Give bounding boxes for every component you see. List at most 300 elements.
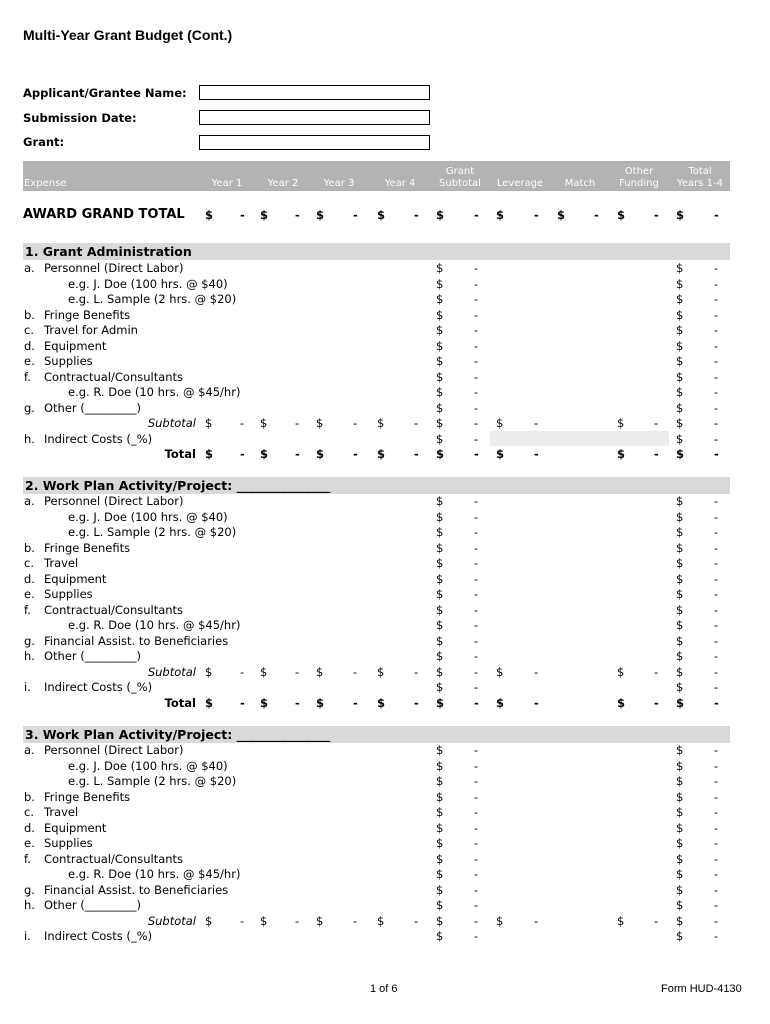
header-year2: Year 2 <box>267 178 299 189</box>
subtotal-tot-value[interactable]: - <box>714 913 719 928</box>
row-letter: f. <box>24 602 31 617</box>
subtotal-gs-value[interactable]: - <box>474 416 479 430</box>
grand-lev-currency: $ <box>496 208 505 222</box>
row-gs-currency: $ <box>436 649 444 663</box>
row-gs-currency: $ <box>436 276 444 291</box>
row-gs-currency: $ <box>436 509 444 524</box>
row-letter: g. <box>24 882 35 897</box>
header-funding: Funding <box>619 178 659 189</box>
row-gs-currency: $ <box>436 820 444 835</box>
row-tot-value[interactable]: - <box>714 556 719 570</box>
total-lev-value[interactable]: - <box>534 447 539 461</box>
row-gs-currency: $ <box>436 805 444 819</box>
row-tot-value[interactable]: - <box>714 758 719 773</box>
row-gs-value[interactable]: - <box>474 525 479 539</box>
row-gs-value[interactable]: - <box>474 851 479 866</box>
row-label: Travel <box>44 805 79 819</box>
grand-y2-currency: $ <box>260 208 269 222</box>
subtotal-y3-currency: $ <box>316 664 324 679</box>
subtotal-tot-value[interactable]: - <box>714 664 719 679</box>
header-years: Years 1-4 <box>677 178 723 189</box>
subtotal-y1-currency: $ <box>205 664 213 679</box>
budget-row <box>0 805 770 821</box>
row-label: Contractual/Consultants <box>44 602 184 617</box>
total-y4-currency: $ <box>377 447 386 461</box>
row-label: Travel <box>44 556 79 570</box>
row-label: Supplies <box>44 836 93 850</box>
row-gs-value[interactable]: - <box>474 276 479 291</box>
row-label: Supplies <box>44 354 93 368</box>
row-tot-currency: $ <box>676 618 684 632</box>
budget-row <box>0 354 770 370</box>
row-tot-value[interactable]: - <box>714 867 719 881</box>
row-label: e.g. L. Sample (2 hrs. @ $20) <box>68 292 237 306</box>
budget-row <box>0 774 770 790</box>
total-y1-value[interactable]: - <box>240 695 245 710</box>
row-tot-value[interactable]: - <box>714 509 719 524</box>
row-tot-currency: $ <box>676 774 684 788</box>
row-tot-value[interactable]: - <box>714 820 719 835</box>
row-letter: f. <box>24 369 31 384</box>
row-tot-value[interactable]: - <box>714 898 719 912</box>
row-letter: b. <box>24 789 35 804</box>
total-y1-currency: $ <box>205 695 214 710</box>
subtotal-y4-currency: $ <box>377 913 385 928</box>
total-gs-value[interactable]: - <box>474 695 479 710</box>
subtotal-y4-currency: $ <box>377 416 385 430</box>
row-tot-currency: $ <box>676 307 684 322</box>
row-gs-value[interactable]: - <box>474 307 479 322</box>
subtotal-lev-currency: $ <box>496 913 504 928</box>
row-gs-currency: $ <box>436 898 444 912</box>
row-gs-value[interactable]: - <box>474 743 479 757</box>
total-oth-value[interactable]: - <box>654 695 659 710</box>
budget-row <box>0 914 770 930</box>
row-tot-currency: $ <box>676 882 684 897</box>
budget-row <box>0 277 770 293</box>
award-grand-total-label: AWARD GRAND TOTAL <box>23 207 185 222</box>
budget-row <box>0 401 770 417</box>
row-gs-value[interactable]: - <box>474 261 479 275</box>
budget-row <box>0 510 770 526</box>
total-y1-value[interactable]: - <box>240 447 245 461</box>
row-tot-value[interactable]: - <box>714 261 719 275</box>
row-letter: i. <box>24 680 31 694</box>
budget-row <box>0 541 770 557</box>
row-gs-value[interactable]: - <box>474 292 479 306</box>
row-tot-value[interactable]: - <box>714 649 719 663</box>
subtotal-y3-currency: $ <box>316 913 324 928</box>
row-tot-value[interactable]: - <box>714 571 719 586</box>
submission-date-label: Submission Date: <box>23 111 137 125</box>
row-label: e.g. R. Doe (10 hrs. @ $45/hr) <box>68 385 241 399</box>
total-oth-currency: $ <box>617 447 626 461</box>
row-gs-value[interactable]: - <box>474 633 479 648</box>
grand-oth-currency: $ <box>617 208 626 222</box>
row-label: Other (_________) <box>44 649 142 663</box>
row-gs-currency: $ <box>436 369 444 384</box>
row-label: e.g. L. Sample (2 hrs. @ $20) <box>68 774 237 788</box>
grand-tot-value[interactable]: - <box>714 208 719 222</box>
section-title: 3. Work Plan Activity/Project: _______________ <box>25 727 331 742</box>
row-letter: a. <box>24 494 35 508</box>
row-letter: d. <box>24 820 35 835</box>
row-label: Contractual/Consultants <box>44 369 184 384</box>
subtotal-y3-value[interactable]: - <box>353 913 358 928</box>
budget-row <box>0 432 770 448</box>
total-y3-value[interactable]: - <box>353 447 358 461</box>
row-gs-value[interactable]: - <box>474 369 479 384</box>
budget-row <box>0 696 770 712</box>
subtotal-gs-currency: $ <box>436 416 444 430</box>
row-tot-currency: $ <box>676 587 684 601</box>
row-gs-value[interactable]: - <box>474 587 479 601</box>
row-gs-value[interactable]: - <box>474 540 479 555</box>
total-tot-value[interactable]: - <box>714 695 719 710</box>
row-gs-value[interactable]: - <box>474 774 479 788</box>
row-label: Subtotal <box>147 664 196 679</box>
row-gs-currency: $ <box>436 525 444 539</box>
total-y2-value[interactable]: - <box>295 447 300 461</box>
row-gs-value[interactable]: - <box>474 680 479 694</box>
header-year1: Year 1 <box>211 178 243 189</box>
row-label: Subtotal <box>147 416 196 430</box>
row-gs-value[interactable]: - <box>474 805 479 819</box>
header-total: Total <box>688 166 712 177</box>
row-tot-currency: $ <box>676 851 684 866</box>
row-tot-value[interactable]: - <box>714 431 719 446</box>
row-label: Indirect Costs (_%) <box>44 431 153 446</box>
row-gs-value[interactable]: - <box>474 836 479 850</box>
total-lev-currency: $ <box>496 447 505 461</box>
row-gs-currency: $ <box>436 556 444 570</box>
row-gs-value[interactable]: - <box>474 385 479 399</box>
header-match: Match <box>564 178 596 189</box>
total-lev-value[interactable]: - <box>534 695 539 710</box>
subtotal-y2-currency: $ <box>260 664 268 679</box>
grant-field[interactable] <box>199 135 430 150</box>
subtotal-y4-value[interactable]: - <box>414 416 419 430</box>
row-tot-value[interactable]: - <box>714 680 719 694</box>
row-label: Indirect Costs (_%) <box>44 680 153 694</box>
row-letter: a. <box>24 743 35 757</box>
row-gs-currency: $ <box>436 882 444 897</box>
subtotal-oth-value[interactable]: - <box>654 664 659 679</box>
subtotal-y1-currency: $ <box>205 416 213 430</box>
row-letter: c. <box>24 805 34 819</box>
submission-date-field[interactable] <box>199 110 430 125</box>
total-oth-currency: $ <box>617 695 626 710</box>
row-tot-value[interactable]: - <box>714 587 719 601</box>
row-gs-value[interactable]: - <box>474 929 479 943</box>
row-gs-currency: $ <box>436 836 444 850</box>
row-gs-value[interactable]: - <box>474 882 479 897</box>
row-gs-value[interactable]: - <box>474 400 479 415</box>
row-tot-currency: $ <box>676 369 684 384</box>
section-title: 1. Grant Administration <box>25 244 192 259</box>
subtotal-y1-value[interactable]: - <box>240 664 245 679</box>
total-gs-value[interactable]: - <box>474 447 479 461</box>
row-letter: d. <box>24 571 35 586</box>
total-y3-value[interactable]: - <box>353 695 358 710</box>
row-tot-value[interactable]: - <box>714 385 719 399</box>
grand-y1-currency: $ <box>205 208 214 222</box>
subtotal-oth-currency: $ <box>617 416 625 430</box>
grand-tot-currency: $ <box>676 208 685 222</box>
header-year4: Year 4 <box>384 178 416 189</box>
subtotal-oth-value[interactable]: - <box>654 416 659 430</box>
row-tot-currency: $ <box>676 556 684 570</box>
section-header <box>23 726 730 743</box>
row-gs-currency: $ <box>436 385 444 399</box>
row-tot-currency: $ <box>676 400 684 415</box>
grand-y3-value[interactable]: - <box>353 208 358 222</box>
row-label: e.g. R. Doe (10 hrs. @ $45/hr) <box>68 618 241 632</box>
subtotal-y1-value[interactable]: - <box>240 416 245 430</box>
total-y3-currency: $ <box>316 695 325 710</box>
row-label: Personnel (Direct Labor) <box>44 743 184 757</box>
row-label: Financial Assist. to Beneficiaries <box>44 633 229 648</box>
budget-row <box>0 883 770 899</box>
row-gs-value[interactable]: - <box>474 556 479 570</box>
row-gs-value[interactable]: - <box>474 494 479 508</box>
budget-row <box>0 618 770 634</box>
grand-match-currency: $ <box>557 208 566 222</box>
row-tot-currency: $ <box>676 898 684 912</box>
budget-row <box>0 323 770 339</box>
grand-y3-currency: $ <box>316 208 325 222</box>
row-label: Fringe Benefits <box>44 540 131 555</box>
row-letter: g. <box>24 633 35 648</box>
total-y2-value[interactable]: - <box>295 695 300 710</box>
row-gs-currency: $ <box>436 431 444 446</box>
subtotal-tot-currency: $ <box>676 416 684 430</box>
row-gs-value[interactable]: - <box>474 602 479 617</box>
grand-lev-value[interactable]: - <box>534 208 539 222</box>
applicant-name-label: Applicant/Grantee Name: <box>23 86 187 100</box>
row-tot-value[interactable]: - <box>714 602 719 617</box>
header-expense: Expense <box>24 178 67 189</box>
row-letter: h. <box>24 431 35 446</box>
grand-oth-value[interactable]: - <box>654 208 659 222</box>
grand-y4-value[interactable]: - <box>414 208 419 222</box>
total-y4-value[interactable]: - <box>414 695 419 710</box>
total-y4-currency: $ <box>377 695 386 710</box>
row-gs-currency: $ <box>436 307 444 322</box>
budget-row <box>0 836 770 852</box>
grand-match-value[interactable]: - <box>594 208 599 222</box>
row-label: Personnel (Direct Labor) <box>44 261 184 275</box>
header-other: Other <box>624 166 654 177</box>
total-y4-value[interactable]: - <box>414 447 419 461</box>
row-gs-value[interactable]: - <box>474 431 479 446</box>
header-year3: Year 3 <box>323 178 355 189</box>
row-gs-value[interactable]: - <box>474 789 479 804</box>
grand-y1-value[interactable]: - <box>240 208 245 222</box>
row-gs-currency: $ <box>436 323 444 337</box>
row-tot-value[interactable]: - <box>714 307 719 322</box>
total-y1-currency: $ <box>205 447 214 461</box>
grand-y2-value[interactable]: - <box>295 208 300 222</box>
row-tot-value[interactable]: - <box>714 851 719 866</box>
budget-row <box>0 867 770 883</box>
row-tot-value[interactable]: - <box>714 789 719 804</box>
subtotal-y1-currency: $ <box>205 913 213 928</box>
subtotal-gs-value[interactable]: - <box>474 913 479 928</box>
row-tot-currency: $ <box>676 525 684 539</box>
row-label: e.g. L. Sample (2 hrs. @ $20) <box>68 525 237 539</box>
row-tot-currency: $ <box>676 649 684 663</box>
budget-row <box>0 649 770 665</box>
budget-row <box>0 759 770 775</box>
subtotal-gs-currency: $ <box>436 913 444 928</box>
row-gs-value[interactable]: - <box>474 571 479 586</box>
row-letter: c. <box>24 556 34 570</box>
row-tot-currency: $ <box>676 509 684 524</box>
subtotal-y4-value[interactable]: - <box>414 664 419 679</box>
subtotal-y3-value[interactable]: - <box>353 664 358 679</box>
row-gs-currency: $ <box>436 494 444 508</box>
row-tot-value[interactable]: - <box>714 540 719 555</box>
budget-row <box>0 416 770 432</box>
row-gs-currency: $ <box>436 261 444 275</box>
row-label: e.g. J. Doe (100 hrs. @ $40) <box>68 509 228 524</box>
total-gs-currency: $ <box>436 447 445 461</box>
budget-row <box>0 556 770 572</box>
budget-row <box>0 308 770 324</box>
row-tot-value[interactable]: - <box>714 354 719 368</box>
row-tot-currency: $ <box>676 431 684 446</box>
section-title: 2. Work Plan Activity/Project: _______________ <box>25 478 331 493</box>
section-header <box>23 477 730 494</box>
row-tot-value[interactable]: - <box>714 618 719 632</box>
subtotal-y4-value[interactable]: - <box>414 913 419 928</box>
total-tot-value[interactable]: - <box>714 447 719 461</box>
row-tot-currency: $ <box>676 354 684 368</box>
row-tot-currency: $ <box>676 867 684 881</box>
row-gs-currency: $ <box>436 292 444 306</box>
subtotal-lev-currency: $ <box>496 664 504 679</box>
row-gs-currency: $ <box>436 618 444 632</box>
grand-gs-value[interactable]: - <box>474 208 479 222</box>
row-gs-currency: $ <box>436 929 444 943</box>
budget-row <box>0 370 770 386</box>
row-gs-value[interactable]: - <box>474 820 479 835</box>
row-tot-value[interactable]: - <box>714 292 719 306</box>
budget-row <box>0 634 770 650</box>
subtotal-gs-value[interactable]: - <box>474 664 479 679</box>
budget-row <box>0 680 770 696</box>
row-gs-value[interactable]: - <box>474 649 479 663</box>
row-tot-currency: $ <box>676 292 684 306</box>
row-tot-value[interactable]: - <box>714 400 719 415</box>
row-tot-currency: $ <box>676 540 684 555</box>
applicant-name-field[interactable] <box>199 85 430 100</box>
row-tot-value[interactable]: - <box>714 882 719 897</box>
subtotal-y2-value[interactable]: - <box>295 913 300 928</box>
subtotal-oth-value[interactable]: - <box>654 913 659 928</box>
row-label: Total <box>164 447 196 461</box>
subtotal-y3-value[interactable]: - <box>353 416 358 430</box>
header-leverage: Leverage <box>496 178 544 189</box>
subtotal-y1-value[interactable]: - <box>240 913 245 928</box>
row-gs-currency: $ <box>436 867 444 881</box>
subtotal-lev-value[interactable]: - <box>534 416 539 430</box>
row-gs-value[interactable]: - <box>474 323 479 337</box>
row-letter: e. <box>24 587 35 601</box>
row-label: Indirect Costs (_%) <box>44 929 153 943</box>
row-label: Equipment <box>44 820 107 835</box>
row-tot-value[interactable]: - <box>714 276 719 291</box>
row-gs-value[interactable]: - <box>474 898 479 912</box>
row-tot-value[interactable]: - <box>714 836 719 850</box>
subtotal-lev-value[interactable]: - <box>534 664 539 679</box>
budget-row <box>0 852 770 868</box>
subtotal-y2-value[interactable]: - <box>295 416 300 430</box>
subtotal-y2-currency: $ <box>260 416 268 430</box>
row-tot-value[interactable]: - <box>714 633 719 648</box>
row-tot-currency: $ <box>676 276 684 291</box>
row-gs-currency: $ <box>436 758 444 773</box>
row-letter: f. <box>24 851 31 866</box>
row-tot-value[interactable]: - <box>714 494 719 508</box>
total-y2-currency: $ <box>260 695 269 710</box>
budget-row <box>0 898 770 914</box>
row-gs-currency: $ <box>436 743 444 757</box>
row-tot-value[interactable]: - <box>714 929 719 943</box>
row-tot-value[interactable]: - <box>714 369 719 384</box>
row-gs-currency: $ <box>436 633 444 648</box>
subtotal-y3-currency: $ <box>316 416 324 430</box>
row-tot-value[interactable]: - <box>714 323 719 337</box>
budget-row <box>0 525 770 541</box>
row-label: Contractual/Consultants <box>44 851 184 866</box>
budget-row <box>0 494 770 510</box>
row-gs-currency: $ <box>436 789 444 804</box>
grand-gs-currency: $ <box>436 208 445 222</box>
row-gs-currency: $ <box>436 602 444 617</box>
subtotal-y2-value[interactable]: - <box>295 664 300 679</box>
row-gs-value[interactable]: - <box>474 509 479 524</box>
row-gs-currency: $ <box>436 540 444 555</box>
subtotal-tot-value[interactable]: - <box>714 416 719 430</box>
row-gs-value[interactable]: - <box>474 354 479 368</box>
row-label: Total <box>164 695 196 710</box>
row-gs-currency: $ <box>436 354 444 368</box>
row-tot-value[interactable]: - <box>714 774 719 788</box>
row-label: e.g. J. Doe (100 hrs. @ $40) <box>68 758 228 773</box>
row-gs-currency: $ <box>436 571 444 586</box>
row-label: Travel for Admin <box>44 323 138 337</box>
row-gs-value[interactable]: - <box>474 338 479 353</box>
row-gs-value[interactable]: - <box>474 618 479 632</box>
row-gs-currency: $ <box>436 851 444 866</box>
subtotal-lev-value[interactable]: - <box>534 913 539 928</box>
row-tot-value[interactable]: - <box>714 743 719 757</box>
row-gs-value[interactable]: - <box>474 867 479 881</box>
row-tot-value[interactable]: - <box>714 525 719 539</box>
row-tot-currency: $ <box>676 758 684 773</box>
subtotal-lev-currency: $ <box>496 416 504 430</box>
total-oth-value[interactable]: - <box>654 447 659 461</box>
row-letter: c. <box>24 323 34 337</box>
row-label: Fringe Benefits <box>44 307 131 322</box>
row-tot-currency: $ <box>676 633 684 648</box>
row-tot-value[interactable]: - <box>714 805 719 819</box>
row-tot-value[interactable]: - <box>714 338 719 353</box>
row-gs-value[interactable]: - <box>474 758 479 773</box>
row-gs-currency: $ <box>436 338 444 353</box>
